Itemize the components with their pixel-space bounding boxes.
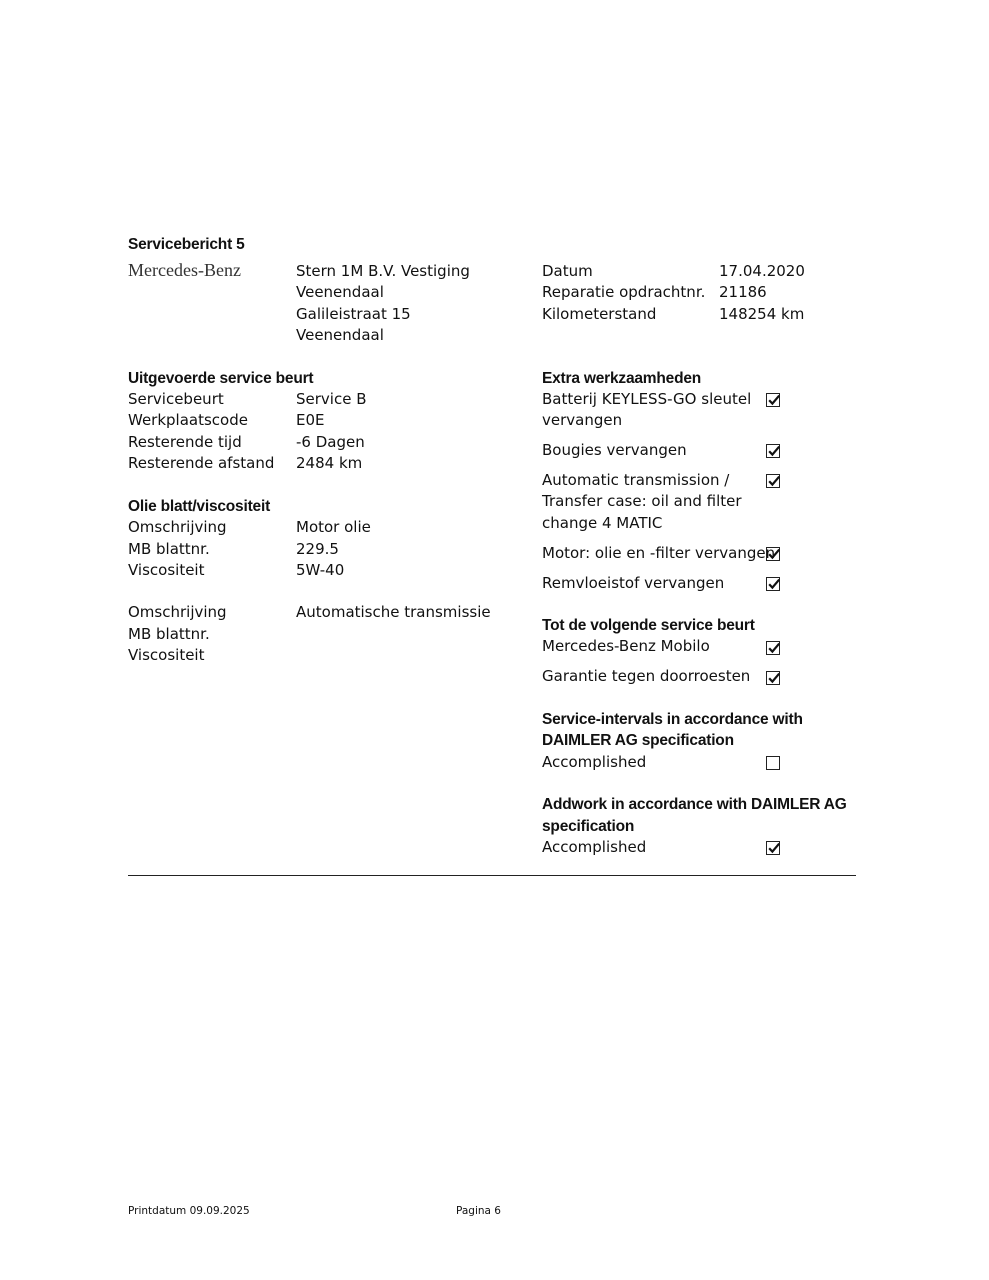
oil-value: 5W-40	[296, 561, 345, 579]
next-heading: Tot de volgende service beurt	[542, 617, 755, 634]
extra-item-label: Motor: olie en -filter vervangen	[542, 544, 776, 562]
dealer-city: Veenendaal	[296, 326, 384, 344]
checkbox-checked[interactable]	[766, 474, 780, 488]
meta-value-order: 21186	[719, 283, 767, 301]
footer-print-date: Printdatum 09.09.2025	[128, 1205, 250, 1217]
dealer-street: Galileistraat 15	[296, 305, 411, 323]
service-value: 2484 km	[296, 454, 363, 472]
intervals-label: Accomplished	[542, 753, 647, 771]
checkbox-checked[interactable]	[766, 393, 780, 407]
divider-line	[128, 875, 856, 876]
checkmark-icon	[767, 444, 781, 458]
meta-label-date: Datum	[542, 262, 593, 280]
extra-item-label: Remvloeistof vervangen	[542, 574, 725, 592]
addwork-label: Accomplished	[542, 838, 647, 856]
oil-label: Viscositeit	[128, 561, 205, 579]
checkmark-icon	[767, 474, 781, 488]
intervals-heading: Service-intervals in accordance with	[542, 711, 803, 728]
extra-heading: Extra werkzaamheden	[542, 370, 702, 387]
service-label: Servicebeurt	[128, 390, 224, 408]
intervals-heading-line2: DAIMLER AG specification	[542, 732, 734, 749]
oil-value: Automatische transmissie	[296, 603, 491, 621]
oil-label: Omschrijving	[128, 518, 227, 536]
checkmark-icon	[767, 577, 781, 591]
checkmark-icon	[767, 547, 781, 561]
oil-label: Omschrijving	[128, 603, 227, 621]
checkmark-icon	[767, 671, 781, 685]
extra-item-label: change 4 MATIC	[542, 514, 663, 532]
page-title: Servicebericht 5	[128, 236, 245, 253]
checkbox-checked[interactable]	[766, 577, 780, 591]
brand-logo-text: Mercedes-Benz	[128, 260, 241, 280]
service-heading: Uitgevoerde service beurt	[128, 370, 314, 387]
checkbox-checked[interactable]	[766, 641, 780, 655]
extra-item-label: Batterij KEYLESS-GO sleutel	[542, 390, 752, 408]
meta-value-date: 17.04.2020	[719, 262, 805, 280]
next-item-label: Garantie tegen doorroesten	[542, 667, 751, 685]
checkbox-checked[interactable]	[766, 444, 780, 458]
addwork-heading-line2: specification	[542, 818, 635, 835]
oil-label: MB blattnr.	[128, 540, 210, 558]
service-value: E0E	[296, 411, 325, 429]
meta-value-mileage: 148254 km	[719, 305, 805, 323]
footer-page-number: Pagina 6	[456, 1205, 501, 1217]
checkbox-checked[interactable]	[766, 841, 780, 855]
extra-item-label: Automatic transmission /	[542, 471, 730, 489]
oil-value: Motor olie	[296, 518, 371, 536]
oil-label: MB blattnr.	[128, 625, 210, 643]
dealer-name: Stern 1M B.V. Vestiging	[296, 262, 470, 280]
service-label: Resterende afstand	[128, 454, 275, 472]
extra-item-label: Transfer case: oil and filter	[542, 492, 742, 510]
addwork-heading: Addwork in accordance with DAIMLER AG	[542, 796, 847, 813]
meta-label-mileage: Kilometerstand	[542, 305, 657, 323]
checkbox-unchecked[interactable]	[766, 756, 780, 770]
service-value: Service B	[296, 390, 367, 408]
service-value: -6 Dagen	[296, 433, 365, 451]
checkbox-checked[interactable]	[766, 671, 780, 685]
oil-value: 229.5	[296, 540, 339, 558]
checkmark-icon	[767, 393, 781, 407]
oil-heading: Olie blatt/viscositeit	[128, 498, 271, 515]
checkbox-checked[interactable]	[766, 547, 780, 561]
checkmark-icon	[767, 641, 781, 655]
service-label: Resterende tijd	[128, 433, 242, 451]
extra-item-label: vervangen	[542, 411, 623, 429]
service-label: Werkplaatscode	[128, 411, 248, 429]
meta-label-order: Reparatie opdrachtnr.	[542, 283, 706, 301]
oil-label: Viscositeit	[128, 646, 205, 664]
extra-item-label: Bougies vervangen	[542, 441, 687, 459]
dealer-location: Veenendaal	[296, 283, 384, 301]
next-item-label: Mercedes-Benz Mobilo	[542, 637, 710, 655]
checkmark-icon	[767, 841, 781, 855]
